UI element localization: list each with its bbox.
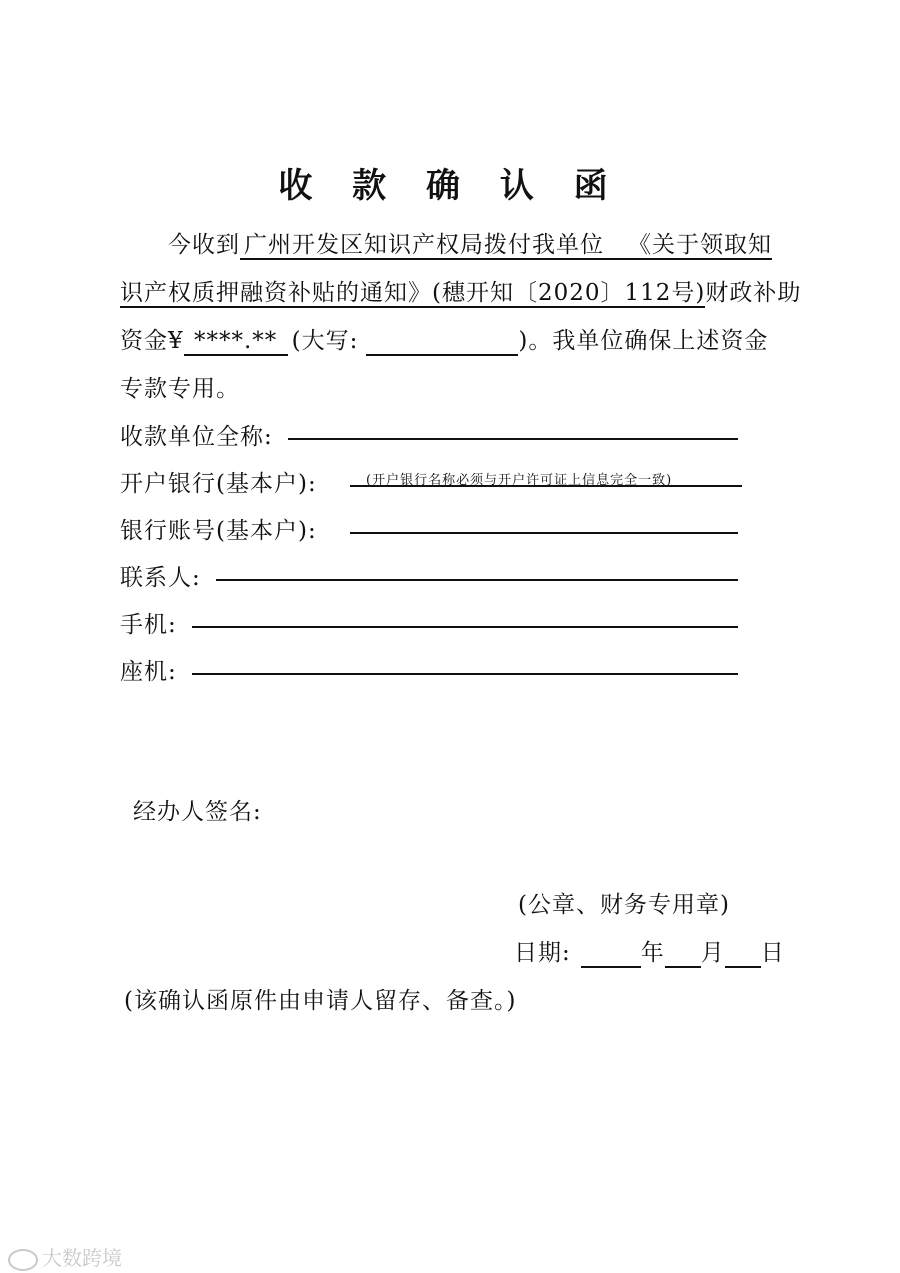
grantor-underlined: 广州开发区知识产权局拨付我单位: [240, 232, 608, 260]
bank-hint: (开户银行名称必须与开户许可证上信息完全一致): [366, 473, 673, 488]
seal-label: (公章、财务专用章): [518, 892, 730, 918]
watermark: [8, 1242, 122, 1271]
bank-label: 开户银行(基本户):: [120, 471, 317, 497]
day-label: 日: [760, 940, 785, 966]
paragraph-line-2: [120, 274, 801, 307]
page-title: 收 款 确 认 函: [278, 166, 622, 206]
notice-title-part-2: 识产权质押融资补贴的通知》(穗开知〔2020〕112号): [120, 280, 706, 306]
landline-label: 座机:: [120, 659, 177, 685]
year-label: 年: [640, 940, 665, 966]
date-label: 日期:: [514, 940, 571, 966]
account-label: 银行账号(基本户):: [120, 518, 317, 544]
account-field[interactable]: [350, 532, 738, 534]
payee-label: 收款单位全称:: [120, 424, 273, 450]
guarantee-text: )。我单位确保上述资金: [518, 328, 769, 354]
watermark-text: 大数跨境: [42, 1246, 122, 1270]
amount-label: 资金¥: [120, 328, 184, 354]
paragraph-line-3: [120, 322, 768, 356]
retention-note: (该确认函原件由申请人留存、备查。): [124, 988, 517, 1014]
contact-label: 联系人:: [120, 565, 201, 591]
capital-amount-field[interactable]: [366, 328, 518, 356]
paragraph-line-4: 专款专用。: [120, 376, 240, 402]
received-label: 今收到: [168, 232, 240, 258]
day-field[interactable]: [725, 940, 761, 968]
subsidy-label: 财政补助: [705, 280, 802, 306]
mobile-field[interactable]: [192, 626, 738, 628]
landline-field[interactable]: [192, 673, 738, 675]
signature-label: 经办人签名:: [133, 799, 262, 825]
mobile-label: 手机:: [120, 612, 177, 638]
year-field[interactable]: [581, 940, 641, 968]
paragraph-line-1: [168, 226, 772, 259]
month-label: 月: [700, 940, 725, 966]
watermark-logo-icon: [8, 1249, 38, 1271]
amount-field[interactable]: ****.**: [184, 328, 288, 356]
date-row: [514, 934, 785, 968]
month-field[interactable]: [665, 940, 701, 968]
capital-amount-label: (大写:: [291, 328, 359, 354]
payee-field[interactable]: [288, 438, 738, 440]
notice-title-part-1: 《关于领取知: [608, 232, 772, 260]
contact-field[interactable]: [216, 579, 738, 581]
